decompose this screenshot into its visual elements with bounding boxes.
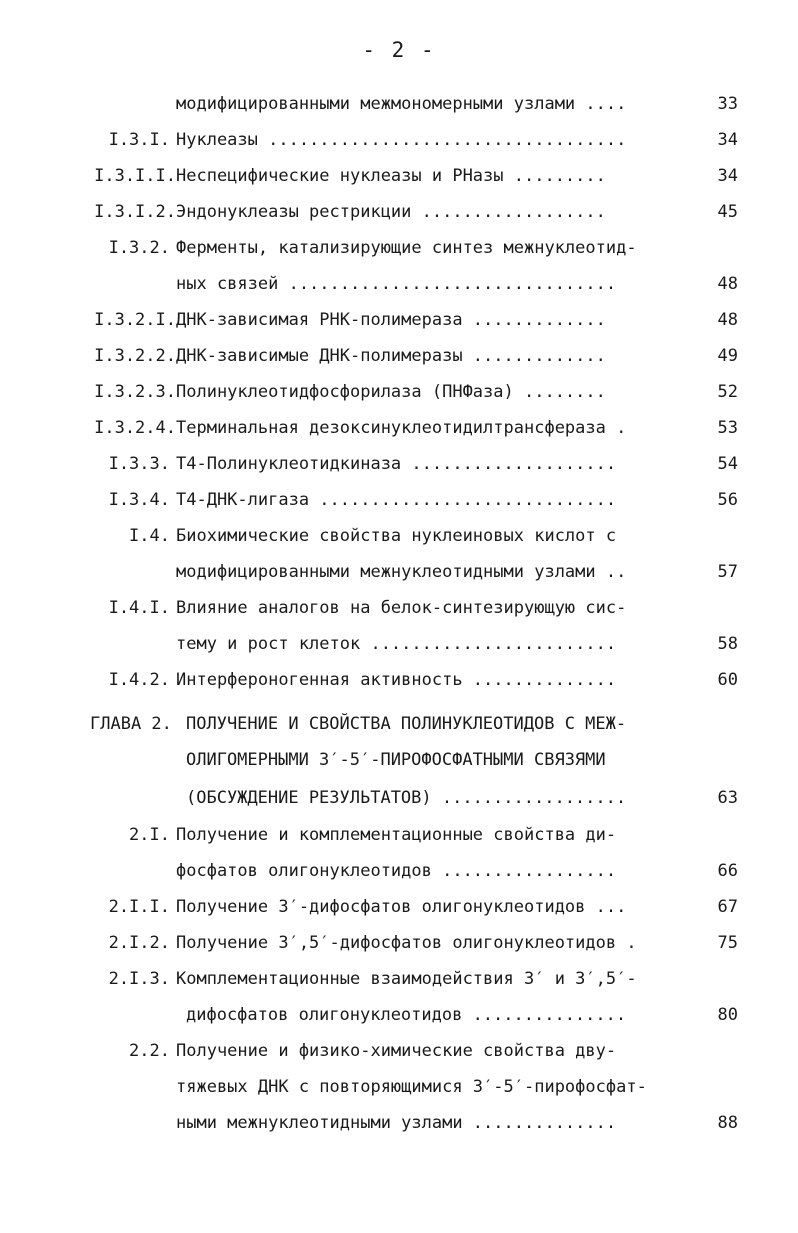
toc-entry-page: 33 [717, 94, 738, 114]
toc-entry-text: Неспецифические нуклеазы и РНазы ......... [176, 166, 606, 186]
toc-entry-text: Ферменты, катализирующие синтез межнуклеотид- [176, 238, 637, 258]
toc-entry-number: I.3.4. [108, 490, 170, 510]
toc-entry [0, 665, 798, 695]
toc-entry-text: Т4-Полинуклеотидкиназа .................... [176, 454, 617, 474]
toc-entry [0, 197, 798, 227]
toc-entry [0, 449, 798, 479]
toc-entry-text: ных связей ................................ [176, 274, 617, 294]
toc-entry-page: 56 [717, 490, 738, 510]
toc-entry-page: 49 [717, 346, 738, 366]
toc-entry-text: Биохимические свойства нуклеиновых кислот с [176, 526, 617, 546]
toc-entry [0, 629, 798, 659]
toc-entry-text: Влияние аналогов на белок-синтезирующую сис- [176, 598, 627, 618]
toc-entry-text: Получение и комплементационные свойства ди- [176, 825, 617, 845]
chapter-heading [0, 709, 798, 739]
toc-entry [0, 557, 798, 587]
toc-entry-number: 2.I.3. [108, 969, 170, 989]
toc-entry [0, 269, 798, 299]
toc-entry [0, 413, 798, 443]
toc-entry-text: Т4-ДНК-лигаза ............................. [176, 490, 617, 510]
toc-entry-page: 66 [717, 861, 738, 881]
toc-entry [0, 377, 798, 407]
toc-entry-number: I.4.2. [108, 670, 170, 690]
toc-entry-text: ДНК-зависимые ДНК-полимеразы ............. [176, 346, 606, 366]
toc-entry-text: модифицированными межнуклеотидными узлами .. [176, 562, 627, 582]
toc-entry [0, 89, 798, 119]
toc-entry-text: Получение и физико-химические свойства дву- [176, 1041, 617, 1061]
toc-entry-page: 52 [717, 382, 738, 402]
toc-entry-page: 45 [717, 202, 738, 222]
toc-entry-text: Интерфероногенная активность .............. [176, 670, 617, 690]
toc-entry-number: I.3.I.2. [94, 202, 176, 222]
toc-entry-text: тему и рост клеток ........................ [176, 634, 617, 654]
toc-entry-text: дифосфатов олигонуклеотидов ............... [186, 1005, 627, 1025]
toc-entry-page: 57 [717, 562, 738, 582]
toc-entry-number: I.3.3. [108, 454, 170, 474]
toc-entry-number: 2.I.I. [108, 897, 170, 917]
toc-entry [0, 1072, 798, 1102]
toc-entry-page: 80 [717, 1005, 738, 1025]
toc-entry [0, 125, 798, 155]
toc-entry-number: 2.I.2. [108, 933, 170, 953]
chapter-number: ГЛАВА 2. [90, 714, 172, 734]
toc-entry [0, 892, 798, 922]
toc-entry-page: 58 [717, 634, 738, 654]
toc-entry-page: 53 [717, 418, 738, 438]
toc-entry [0, 233, 798, 263]
toc-entry-text: тяжевых ДНК с повторяющимися 3′-5′-пирофосфат- [176, 1077, 647, 1097]
chapter-title: ОЛИГОМЕРНЫМИ 3′-5′-ПИРОФОСФАТНЫМИ СВЯЗЯМИ [186, 750, 606, 770]
toc-entry-page: 67 [717, 897, 738, 917]
toc-entry-number: I.3.2.2. [94, 346, 176, 366]
toc-entry-page: 34 [717, 166, 738, 186]
toc-entry-text: Нуклеазы ................................... [176, 130, 627, 150]
toc-entry [0, 305, 798, 335]
toc-entry-number: I.3.2.3. [94, 382, 176, 402]
toc-entry-number: I.3.I.I. [94, 166, 176, 186]
toc-entry-page: 48 [717, 310, 738, 330]
toc-entry [0, 1000, 798, 1030]
toc-entry-page: 48 [717, 274, 738, 294]
toc-entry [0, 1036, 798, 1066]
toc-entry-text: ДНК-зависимая РНК-полимераза ............. [176, 310, 606, 330]
toc-entry-page: 88 [717, 1113, 738, 1133]
toc-entry-number: 2.2. [129, 1041, 170, 1061]
toc-entry-text: Комплементационные взаимодействия 3′ и 3′,5′- [176, 969, 637, 989]
toc-entry-page: 75 [717, 933, 738, 953]
toc-entry-text: Терминальная дезоксинуклеотидилтрансфераза . [176, 418, 627, 438]
toc-entry [0, 928, 798, 958]
toc-entry [0, 964, 798, 994]
toc-entry-text: Получение 3′,5′-дифосфатов олигонуклеотидов . [176, 933, 637, 953]
toc-entry [0, 341, 798, 371]
toc-entry-number: I.3.2. [108, 238, 170, 258]
toc-entry-number: 2.I. [129, 825, 170, 845]
chapter-title: ПОЛУЧЕНИЕ И СВОЙСТВА ПОЛИНУКЛЕОТИДОВ С МЕЖ- [186, 714, 627, 734]
toc-entry-text: Эндонуклеазы рестрикции .................. [176, 202, 606, 222]
toc-entry [0, 161, 798, 191]
toc-entry [0, 593, 798, 623]
toc-entry [0, 1108, 798, 1138]
toc-entry [0, 856, 798, 886]
chapter-heading [0, 783, 798, 813]
toc-entry-text: фосфатов олигонуклеотидов ................. [176, 861, 617, 881]
toc-entry-text: Получение 3′-дифосфатов олигонуклеотидов ... [176, 897, 627, 917]
toc-entry-page: 34 [717, 130, 738, 150]
toc-entry-number: I.3.2.I. [94, 310, 176, 330]
toc-entry-text: модифицированными межмономерными узлами .... [176, 94, 627, 114]
page-number: - 2 - [362, 38, 436, 62]
toc-entry [0, 485, 798, 515]
chapter-title: (ОБСУЖДЕНИЕ РЕЗУЛЬТАТОВ) .................. [186, 788, 627, 808]
toc-entry-text: Полинуклеотидфосфорилаза (ПНФаза) ........ [176, 382, 606, 402]
toc-entry [0, 521, 798, 551]
toc-entry-page: 60 [717, 670, 738, 690]
toc-entry-number: I.3.2.4. [94, 418, 176, 438]
toc-entry-page: 54 [717, 454, 738, 474]
toc-entry-number: I.3.I. [108, 130, 170, 150]
toc-entry-page: 63 [717, 788, 738, 808]
toc-entry [0, 820, 798, 850]
toc-entry-text: ными межнуклеотидными узлами .............. [176, 1113, 617, 1133]
toc-entry-number: I.4.I. [108, 598, 170, 618]
chapter-heading [0, 745, 798, 775]
toc-entry-number: I.4. [129, 526, 170, 546]
